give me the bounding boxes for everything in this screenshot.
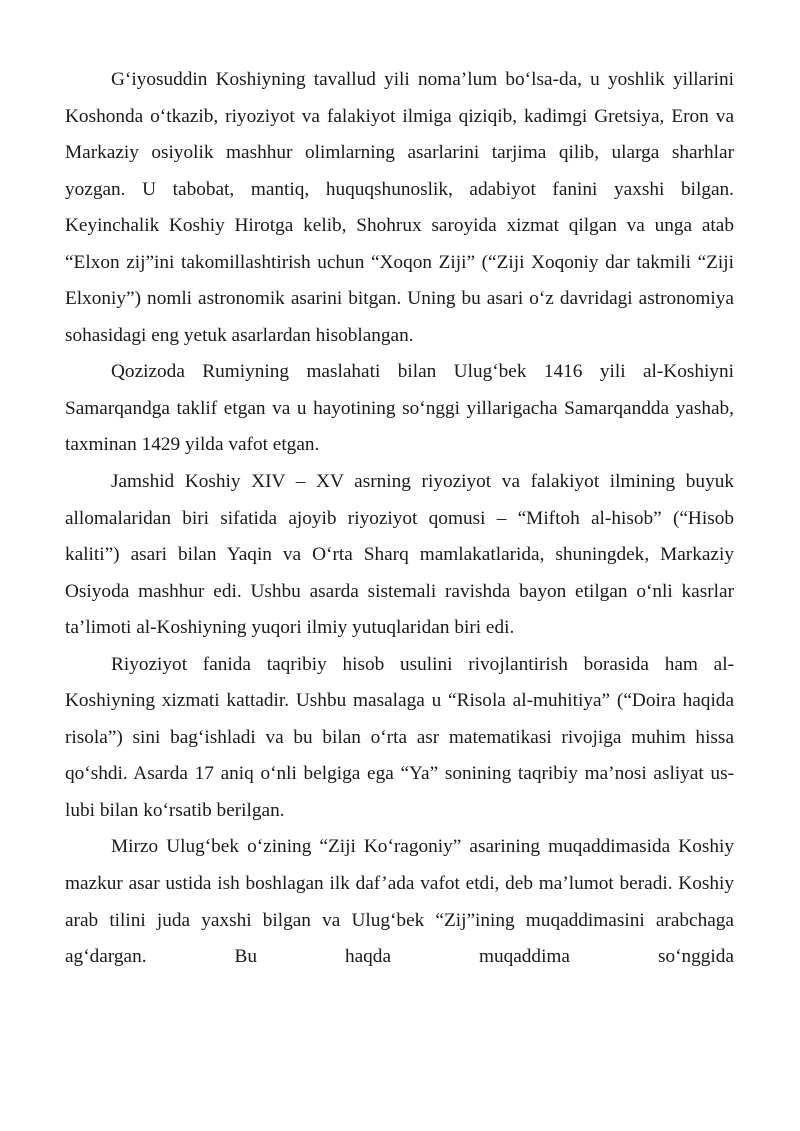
paragraph-koshiy-early-life: G‘iyosuddin Koshiyning tavallud yili noma’lum bo‘lsa-da, u yoshlik yillarini Koshonda o‘tkazib, riyoziyot va falakiyot ilmiga qiziqib, kadimgi Gretsiya, Eron va Markaziy osiyolik mashhur olimlarning asarlarini tarjima qilib, ularga sharhlar yozgan. U tabobat, mantiq, huquqshunoslik, adabiyot fanini yaxshi bilgan. Keyinchalik Koshiy Hirotga kelib, Shohrux saroyida xizmat qilgan va unga atab “Elxon zij”ini takomillashtirish uchun “Xoqon Ziji” (“Ziji Xoqoniy dar takmili “Ziji Elxoniy”) nomli astronomik asarini bitgan. Uning bu asari o‘z davridagi astronomiya sohasidagi eng yetuk asarlardan hisoblangan. — [65, 69, 734, 346]
paragraph-miftoh-al-hisob: Jamshid Koshiy XIV – XV asrning riyoziyot va falakiyot ilmining buyuk allomalaridan biri sifatida ajoyib riyoziyot qomusi – “Miftoh al-hisob” (“Hisob kaliti”) asari bilan Yaqin va O‘rta Sharq mamlakatlarida, shuningdek, Markaziy Osiyoda mashhur edi. Ushbu asarda sistemali ravishda bayon etilgan o‘nli kasrlar ta’limoti al-Koshiyning yuqori ilmiy yutuqlaridan biri edi. — [65, 471, 734, 639]
paragraph-ziji-koragoniy: Mirzo Ulug‘bek o‘zining “Ziji Ko‘ragoniy” asarining muqaddimasida Koshiy mazkur asar ustida ish boshlagan ilk daf’ada vafot etdi, deb ma’lumot beradi. Koshiy arab tilini juda yaxshi bilgan va Ulug‘bek “Zij”ining muqaddimasini arabchaga ag‘dargan. Bu haqda muqaddima so‘nggida — [65, 836, 734, 968]
paragraph-risola-al-muhitiya: Riyoziyot fanida taqribiy hisob usulini rivojlantirish borasida ham al-Koshiyning xizmati kattadir. Ushbu masalaga u “Risola al-muhitiya” (“Doira haqida risola”) sini bag‘ishladi va bu bilan o‘rta asr matematikasi rivojiga muhim hissa qo‘shdi. Asarda 17 aniq o‘nli belgiga ega “Ya” sonining taqribiy ma’nosi asliyat us-lubi bilan ko‘rsatib berilgan. — [65, 653, 734, 821]
document-body — [65, 62, 734, 976]
paragraph-invitation-to-samarqand: Qozizoda Rumiyning maslahati bilan Ulug‘bek 1416 yili al-Koshiyni Samarqandga taklif etgan va u hayotining so‘nggi yillarigacha Samarqandda yashab, taxminan 1429 yilda vafot etgan. — [65, 361, 734, 456]
